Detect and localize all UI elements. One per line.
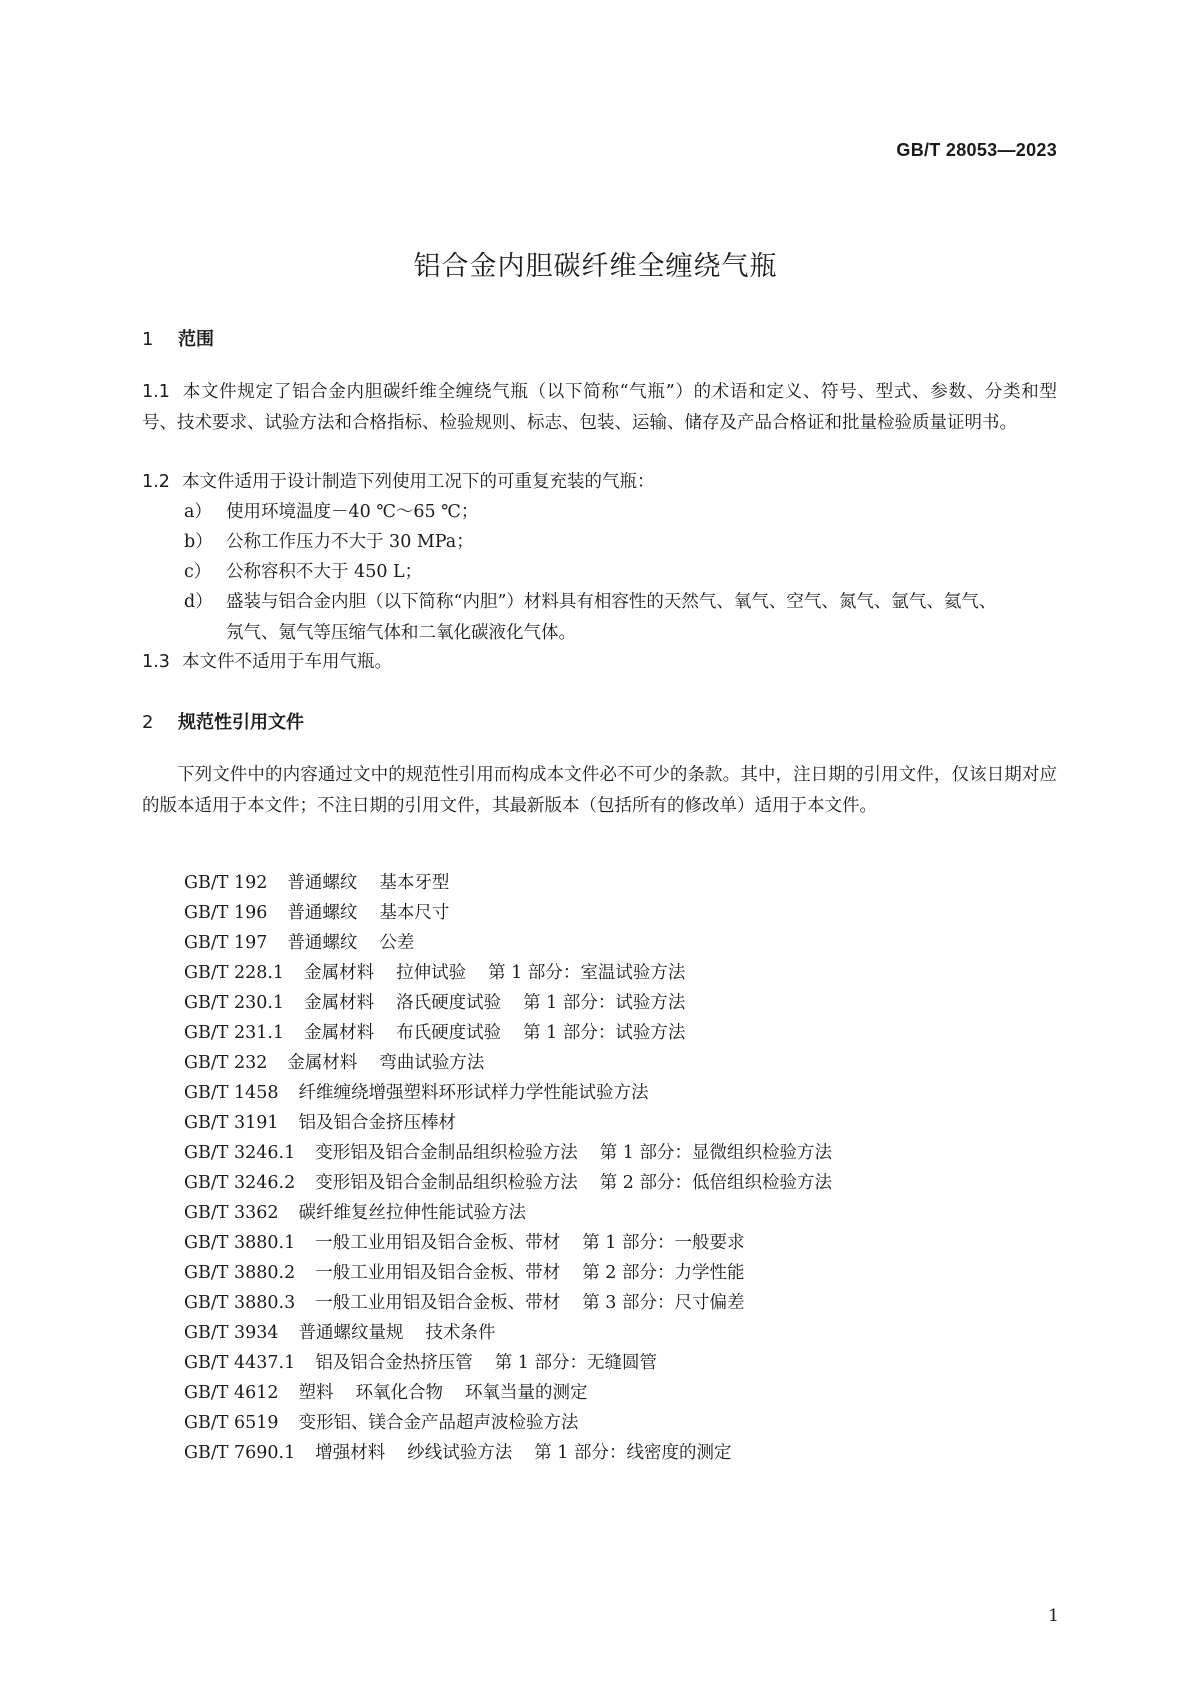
list-text: 公称工作压力不大于 30 MPa； bbox=[226, 532, 474, 552]
reference-item bbox=[184, 868, 1064, 898]
clause-text: 本文件不适用于车用气瓶。 bbox=[182, 652, 392, 672]
reference-title-part: 洛氏硬度试验 bbox=[396, 993, 502, 1013]
reference-title-part: 变形铝及铝合金制品组织检验方法 bbox=[315, 1173, 578, 1193]
reference-title-part: 铝及铝合金热挤压管 bbox=[315, 1353, 473, 1373]
reference-title-part: 金属材料 bbox=[304, 1023, 375, 1043]
reference-title-part: 第 2 部分：低倍组织检验方法 bbox=[599, 1173, 832, 1193]
reference-title-part: 铝及铝合金挤压棒材 bbox=[298, 1113, 457, 1133]
reference-code: GB/T 232 bbox=[184, 1053, 268, 1073]
reference-item bbox=[184, 1258, 1064, 1288]
section-2-heading bbox=[142, 708, 304, 734]
condition-c bbox=[184, 557, 1057, 588]
reference-title-part: 第 2 部分：力学性能 bbox=[582, 1263, 745, 1283]
reference-title-part: 碳纤维复丝拉伸性能试验方法 bbox=[298, 1203, 527, 1223]
reference-item bbox=[184, 1108, 1064, 1138]
clause-number: 1.3 bbox=[142, 652, 170, 672]
reference-title-part: 基本尺寸 bbox=[379, 903, 450, 923]
reference-title-part: 拉伸试验 bbox=[396, 963, 467, 983]
clause-text: 本文件适用于设计制造下列使用工况下的可重复充装的气瓶： bbox=[182, 472, 655, 492]
reference-title-part: 第 1 部分：线密度的测定 bbox=[534, 1443, 732, 1463]
reference-title-part: 第 1 部分：室温试验方法 bbox=[488, 963, 686, 983]
reference-item bbox=[184, 958, 1064, 988]
reference-code: GB/T 231.1 bbox=[184, 1023, 285, 1043]
reference-title-part: 第 1 部分：试验方法 bbox=[523, 993, 686, 1013]
reference-item bbox=[184, 1228, 1064, 1258]
list-marker: a） bbox=[184, 502, 212, 522]
condition-a bbox=[184, 497, 1057, 528]
reference-item bbox=[184, 1078, 1064, 1108]
reference-code: GB/T 197 bbox=[184, 933, 268, 953]
reference-title-part: 第 1 部分：无缝圆管 bbox=[494, 1353, 657, 1373]
reference-title-part: 第 1 部分：试验方法 bbox=[523, 1023, 686, 1043]
list-text-continued: 氖气、氪气等压缩气体和二氧化碳液化气体。 bbox=[226, 623, 576, 643]
reference-item bbox=[184, 1318, 1064, 1348]
reference-title-part: 金属材料 bbox=[304, 963, 375, 983]
section-number: 1 bbox=[142, 329, 154, 350]
page-number: 1 bbox=[1048, 1606, 1059, 1626]
reference-title-part: 金属材料 bbox=[304, 993, 375, 1013]
reference-code: GB/T 3246.1 bbox=[184, 1143, 296, 1163]
reference-title-part: 增强材料 bbox=[315, 1443, 386, 1463]
reference-title-part: 金属材料 bbox=[287, 1053, 358, 1073]
reference-item bbox=[184, 1138, 1064, 1168]
reference-title-part: 第 1 部分：一般要求 bbox=[582, 1233, 745, 1253]
reference-item bbox=[184, 1378, 1064, 1408]
list-text: 公称容积不大于 450 L； bbox=[226, 562, 423, 582]
reference-code: GB/T 230.1 bbox=[184, 993, 285, 1013]
reference-title-part: 第 3 部分：尺寸偏差 bbox=[582, 1293, 745, 1313]
reference-item bbox=[184, 1198, 1064, 1228]
reference-code: GB/T 192 bbox=[184, 873, 268, 893]
list-text: 使用环境温度－40 ℃～65 ℃； bbox=[226, 502, 479, 522]
reference-code: GB/T 3880.2 bbox=[184, 1263, 296, 1283]
reference-item bbox=[184, 1288, 1064, 1318]
reference-title-part: 纱线试验方法 bbox=[407, 1443, 513, 1463]
reference-item bbox=[184, 1408, 1064, 1438]
list-marker: d） bbox=[184, 592, 213, 612]
clause-1-3 bbox=[142, 647, 1057, 678]
reference-title-part: 纤维缠绕增强塑料环形试样力学性能试验方法 bbox=[298, 1083, 649, 1103]
reference-code: GB/T 4612 bbox=[184, 1383, 279, 1403]
list-marker: b） bbox=[184, 532, 213, 552]
section-number: 2 bbox=[142, 712, 154, 733]
reference-title-part: 一般工业用铝及铝合金板、带材 bbox=[315, 1233, 561, 1253]
reference-title-part: 普通螺纹 bbox=[287, 903, 358, 923]
reference-code: GB/T 7690.1 bbox=[184, 1443, 296, 1463]
reference-item bbox=[184, 898, 1064, 928]
standard-code: GB/T 28053—2023 bbox=[896, 140, 1057, 160]
reference-list bbox=[184, 868, 1064, 1468]
reference-title-part: 普通螺纹 bbox=[287, 873, 358, 893]
reference-item bbox=[184, 1348, 1064, 1378]
reference-item bbox=[184, 1048, 1064, 1078]
list-marker: c） bbox=[184, 562, 212, 582]
reference-code: GB/T 196 bbox=[184, 903, 268, 923]
reference-title-part: 布氏硬度试验 bbox=[396, 1023, 502, 1043]
reference-title-part: 普通螺纹 bbox=[287, 933, 358, 953]
section-title: 范围 bbox=[178, 329, 214, 350]
section-1-heading bbox=[142, 325, 214, 351]
clause-1-1 bbox=[142, 377, 1057, 439]
clause-text: 本文件规定了铝合金内胆碳纤维全缠绕气瓶（以下简称“气瓶”）的术语和定义、符号、型式、参数、分类和型号、技术要求、试验方法和合格指标、检验规则、标志、包装、运输、储存及产品合格证和批量检验质量证明书。 bbox=[142, 382, 1057, 433]
reference-title-part: 塑料 bbox=[298, 1383, 334, 1403]
clause-number: 1.2 bbox=[142, 472, 170, 492]
reference-title-part: 变形铝及铝合金制品组织检验方法 bbox=[315, 1143, 578, 1163]
section-2-intro: 下列文件中的内容通过文中的规范性引用而构成本文件必不可少的条款。其中，注日期的引用文件，仅该日期对应的版本适用于本文件；不注日期的引用文件，其最新版本（包括所有的修改单）适用于本文件。 bbox=[142, 765, 1057, 816]
reference-item bbox=[184, 928, 1064, 958]
reference-title-part: 一般工业用铝及铝合金板、带材 bbox=[315, 1293, 561, 1313]
clause-1-2 bbox=[142, 467, 1057, 498]
reference-title-part: 公差 bbox=[379, 933, 415, 953]
reference-code: GB/T 3880.3 bbox=[184, 1293, 296, 1313]
reference-code: GB/T 1458 bbox=[184, 1083, 279, 1103]
reference-code: GB/T 228.1 bbox=[184, 963, 285, 983]
reference-title-part: 变形铝、镁合金产品超声波检验方法 bbox=[298, 1413, 579, 1433]
reference-code: GB/T 3934 bbox=[184, 1323, 279, 1343]
condition-d bbox=[184, 587, 1057, 649]
reference-code: GB/T 3191 bbox=[184, 1113, 279, 1133]
reference-item bbox=[184, 1438, 1064, 1468]
document-title: 铝合金内胆碳纤维全缠绕气瓶 bbox=[413, 251, 778, 282]
reference-title-part: 弯曲试验方法 bbox=[379, 1053, 485, 1073]
condition-b bbox=[184, 527, 1057, 558]
reference-code: GB/T 3246.2 bbox=[184, 1173, 296, 1193]
reference-code: GB/T 4437.1 bbox=[184, 1353, 296, 1373]
reference-code: GB/T 3880.1 bbox=[184, 1233, 296, 1253]
reference-title-part: 环氧化合物 bbox=[355, 1383, 444, 1403]
reference-title-part: 环氧当量的测定 bbox=[465, 1383, 588, 1403]
reference-title-part: 普通螺纹量规 bbox=[298, 1323, 404, 1343]
reference-code: GB/T 3362 bbox=[184, 1203, 279, 1223]
reference-title-part: 一般工业用铝及铝合金板、带材 bbox=[315, 1263, 561, 1283]
reference-item bbox=[184, 988, 1064, 1018]
reference-title-part: 第 1 部分：显微组织检验方法 bbox=[599, 1143, 832, 1163]
clause-number: 1.1 bbox=[142, 382, 170, 402]
list-text: 盛装与铝合金内胆（以下简称“内胆”）材料具有相容性的天然气、氧气、空气、氮气、氩气、氦气、 bbox=[226, 592, 997, 612]
reference-item bbox=[184, 1018, 1064, 1048]
reference-title-part: 技术条件 bbox=[425, 1323, 496, 1343]
reference-title-part: 基本牙型 bbox=[379, 873, 450, 893]
section-title: 规范性引用文件 bbox=[178, 712, 304, 733]
reference-code: GB/T 6519 bbox=[184, 1413, 279, 1433]
reference-item bbox=[184, 1168, 1064, 1198]
